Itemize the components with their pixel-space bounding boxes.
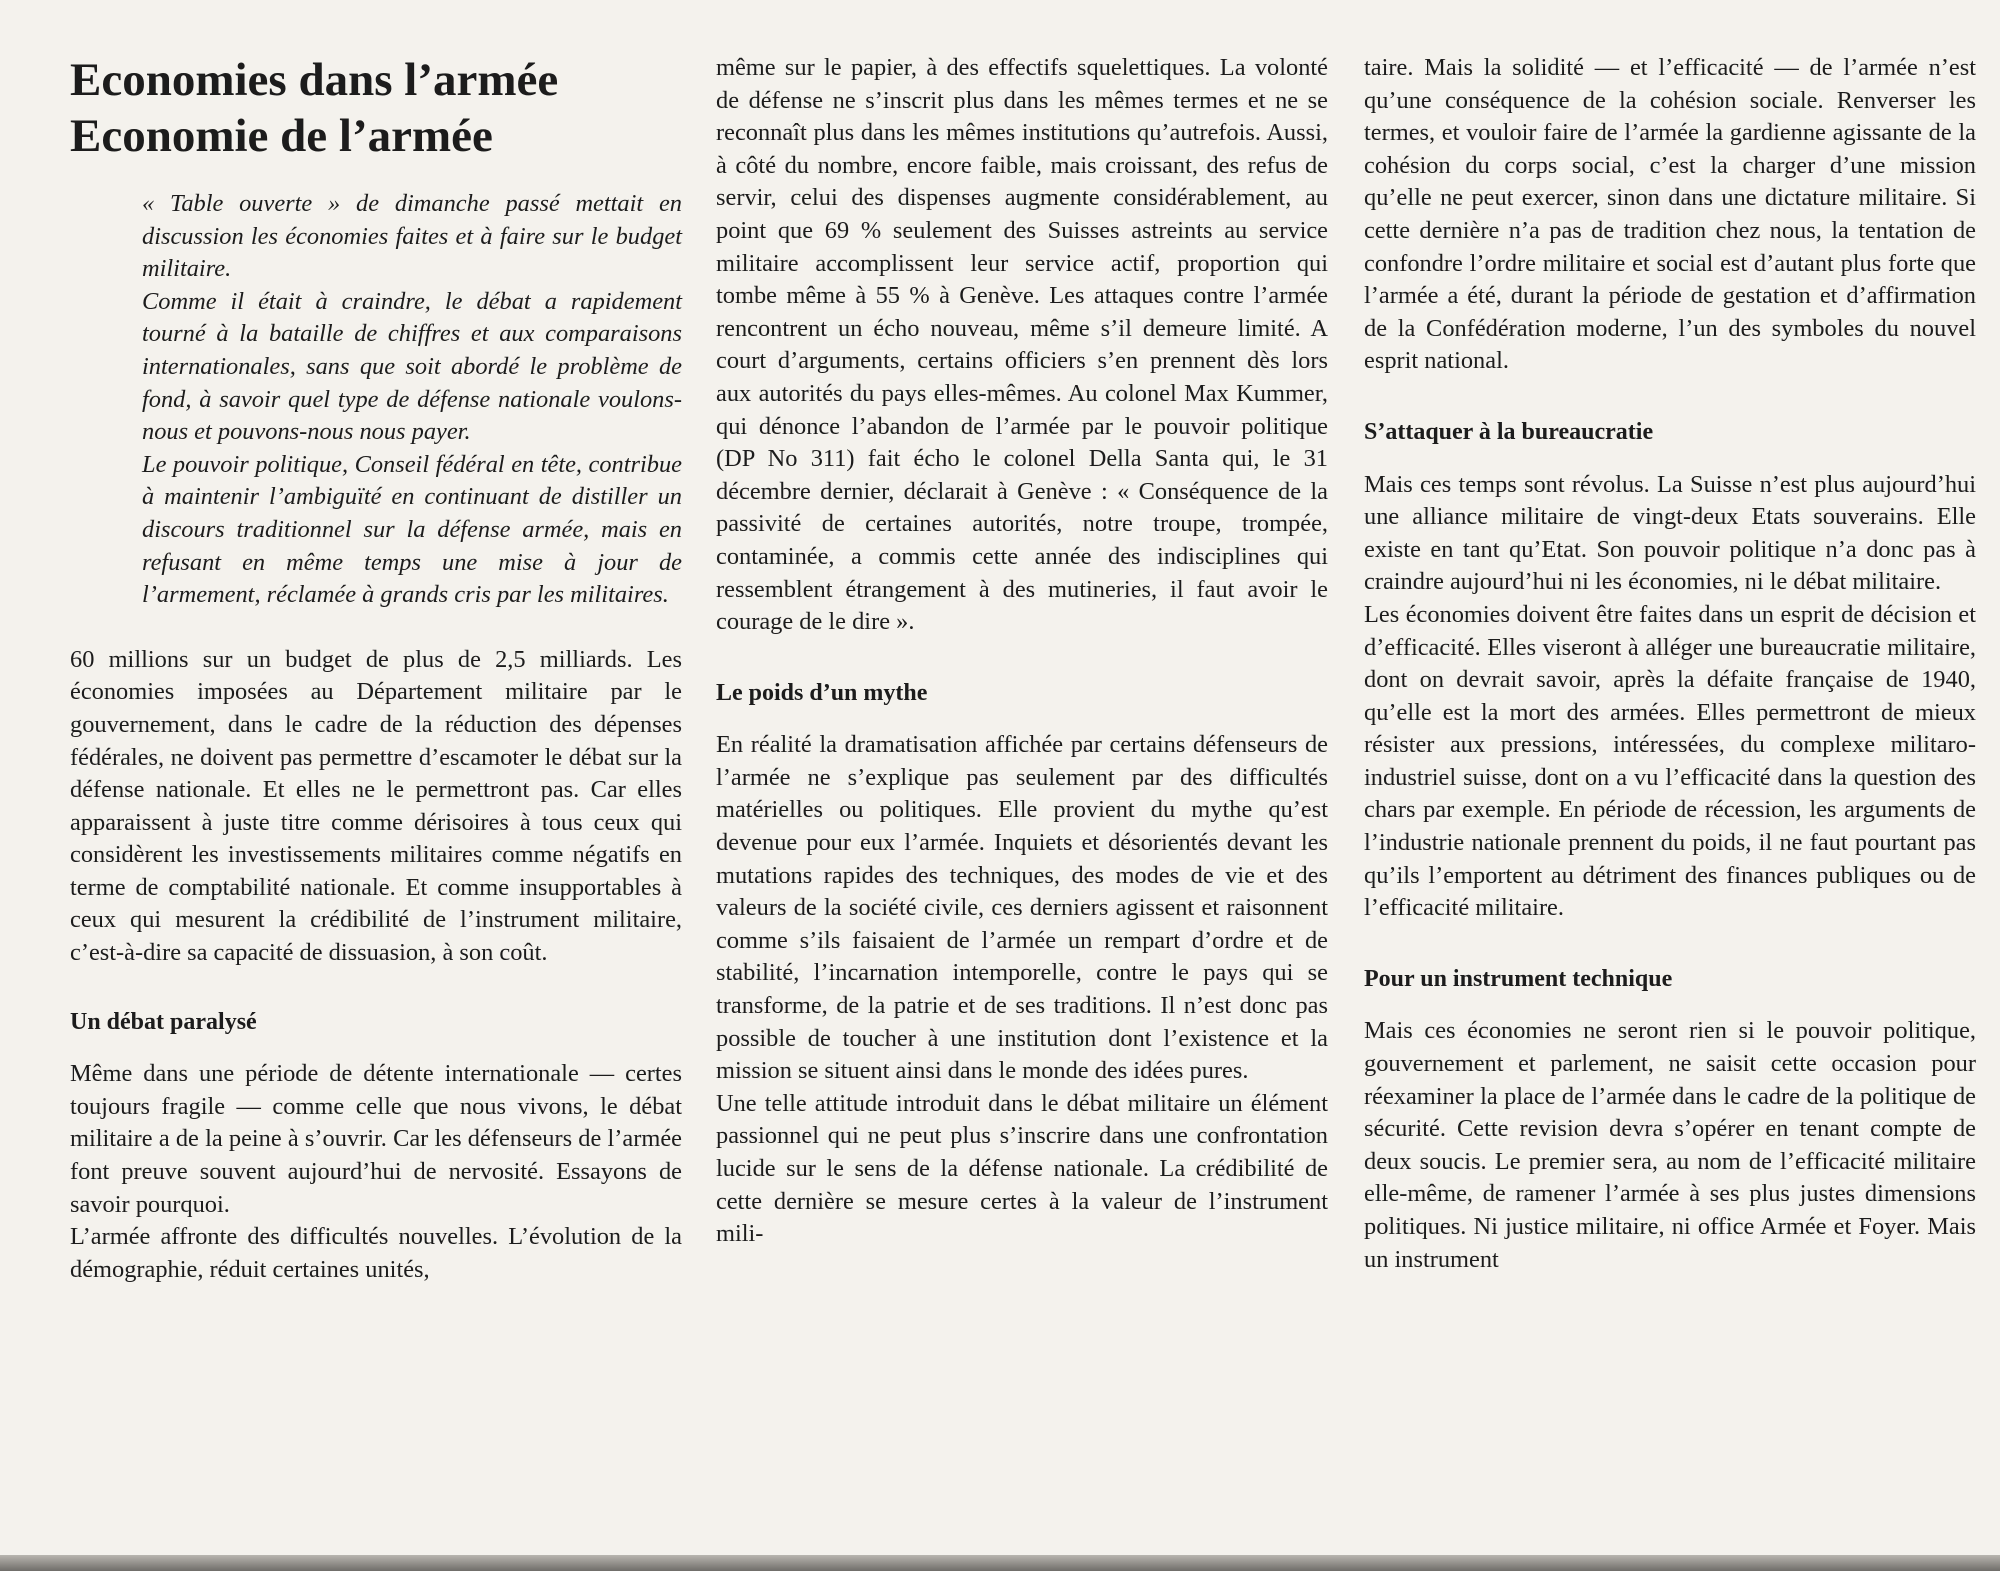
body-paragraph: Les économies doivent être faites dans un esprit de décision et d’efficacité. Elles viseront à alléger une bureaucratie militaire, dont on devrait savoir, après la défaite française de 1940, qu’elle est la mort des armées. Elles permettront de mieux résister aux pressions, intéressées, du complexe militaro-industriel suisse, dont on a vu l’efficacité dans la question des chars par exemple. En période de récession, les arguments de l’industrie nationale prennent du poids, il ne faut pourtant pas qu’ils l’emportent au détriment des finances publiques ou de l’efficacité militaire. bbox=[1364, 600, 1976, 922]
section-heading: Le poids d’un mythe bbox=[716, 679, 928, 706]
lead-paragraph: Le pouvoir politique, Conseil fédéral en tête, contribue à maintenir l’ambiguïté en continuant de distiller un discours traditionnel sur la défense armée, mais en refusant en même temps une mise à jour de l’armement, réclamée à grands cris par les militaires. bbox=[142, 450, 682, 609]
body-paragraph: L’armée affronte des difficultés nouvelles. L’évolution de la démographie, réduit certaines unités, bbox=[70, 1223, 682, 1283]
body-paragraph: Une telle attitude introduit dans le débat militaire un élément passionnel qui ne peut plus s’inscrire dans une confrontation lucide sur le sens de la défense nationale. La crédibilité de cette dernière se mesure certes à la valeur de l’instrument mili- bbox=[716, 1089, 1328, 1248]
body-paragraph: Mais ces économies ne seront rien si le pouvoir politique, gouvernement et parlement, ne saisit cette occasion pour réexaminer la place de l’armée dans le cadre de la politique de sécurité. Cette revision devra s’opérer en tenant compte de deux soucis. Le premier sera, au nom de l’efficacité militaire elle-même, de ramener l’armée à ses plus justes dimensions politiques. Ni justice militaire, ni office Armée et Foyer. Mais un instrument bbox=[1364, 1017, 1976, 1273]
body-paragraph: Même dans une période de détente internationale — certes toujours fragile — comme celle que nous vivons, le débat militaire a de la peine à s’ouvrir. Car les défenseurs de l’armée font preuve souvent aujourd’hui de nervosité. Essayons de savoir pourquoi. bbox=[70, 1060, 682, 1218]
scan-edge-bar bbox=[0, 1555, 2000, 1571]
lead-paragraph: « Table ouverte » de dimanche passé mettait en discussion les économies faites et à faire sur le budget militaire. bbox=[142, 190, 682, 283]
title-line-1: Economies dans l’armée bbox=[70, 54, 559, 106]
lead-paragraph: Comme il était à craindre, le débat a rapidement tourné à la bataille de chiffres et aux comparaisons internationales, sans que soit abordé le problème de fond, à savoir quel type de défense nationale voulons-nous et pouvons-nous nous payer. bbox=[142, 287, 682, 446]
body-paragraph: même sur le papier, à des effectifs squelettiques. La volonté de défense ne s’inscrit plus dans les mêmes termes et ne se reconnaît plus dans les mêmes institutions qu’autrefois. Aussi, à côté du nombre, encore faible, mais croissant, des refus de servir, celui des dispenses augmente considérablement, au point que 69 % seulement des Suisses astreints au service militaire accomplissent leur service actif, proportion qui tombe même à 55 % à Genève. Les attaques contre l’armée rencontrent un écho nouveau, même s’il demeure limité. A court d’arguments, certains officiers s’en prennent dès lors aux autorités du pays elles-mêmes. Au colonel Max Kummer, qui dénonce l’abandon de l’armée par le pouvoir politique (DP No 311) fait écho le colonel Della Santa qui, le 31 décembre dernier, déclarait à Genève : « Conséquence de la passivité de certaines autorités, notre troupe, trompée, contaminée, a commis cette année des indisciplines qui ressemblent étrangement à des mutineries, il faut avoir le courage de le dire ». bbox=[716, 54, 1328, 636]
section-heading: Un débat paralysé bbox=[70, 1008, 257, 1035]
section-heading: Pour un instrument technique bbox=[1364, 965, 1673, 992]
section-heading: S’attaquer à la bureaucratie bbox=[1364, 418, 1654, 445]
body-paragraph: En réalité la dramatisation affichée par certains défenseurs de l’armée ne s’explique pas seulement par des difficultés matérielles ou politiques. Elle provient du mythe qu’est devenue pour eux l’armée. Inquiets et désorientés devant les mutations rapides des techniques, des modes de vie et des valeurs de la société civile, ces derniers agissent et raisonnent comme s’ils faisaient de l’armée un rempart d’ordre et de stabilité, l’incarnation intemporelle, contre le pays qui se transforme, de la patrie et de ses traditions. Il n’est donc pas possible de toucher à une institution dont l’existence et la mission se situent ainsi dans le monde des idées pures. bbox=[716, 731, 1328, 1085]
column-2 bbox=[716, 52, 1328, 1251]
column-1 bbox=[70, 50, 682, 1286]
title-line-2: Economie de l’armée bbox=[70, 110, 493, 162]
body-paragraph: taire. Mais la solidité — et l’efficacité — de l’armée n’est qu’une conséquence de la cohésion sociale. Renverser les termes, et vouloir faire de l’armée la gardienne agissante de la cohésion du corps social, c’est la charger d’une mission qu’elle ne peut exercer, sinon dans une dictature militaire. Si cette dernière n’a pas de tradition chez nous, la tentation de confondre l’ordre militaire et social est d’autant plus forte que l’armée a été, durant la période de gestation et d’affirmation de la Confédération moderne, l’un des symboles du nouvel esprit national. bbox=[1364, 54, 1976, 375]
column-3 bbox=[1364, 52, 1976, 1276]
lead-paragraphs bbox=[142, 188, 682, 612]
article-title bbox=[70, 52, 682, 164]
intro-paragraph: 60 millions sur un budget de plus de 2,5 milliards. Les économies imposées au Département militaire par le gouvernement, dans le cadre de la réduction des dépenses fédérales, ne doivent pas permettre d’escamoter le débat sur la défense nationale. Et elles ne le permettront pas. Car elles apparaissent à juste titre comme dérisoires à tous ceux qui considèrent les investissements militaires comme négatifs en terme de comptabilité nationale. Et comme insupportables à ceux qui mesurent la crédibilité de l’instrument militaire, c’est-à-dire sa capacité de dissuasion, à son coût. bbox=[70, 645, 682, 967]
body-paragraph: Mais ces temps sont révolus. La Suisse n’est plus aujourd’hui une alliance militaire de vingt-deux Etats souverains. Elle existe en tant qu’Etat. Son pouvoir politique n’a donc pas à craindre aujourd’hui ni les économies, ni le débat militaire. bbox=[1364, 470, 1976, 596]
